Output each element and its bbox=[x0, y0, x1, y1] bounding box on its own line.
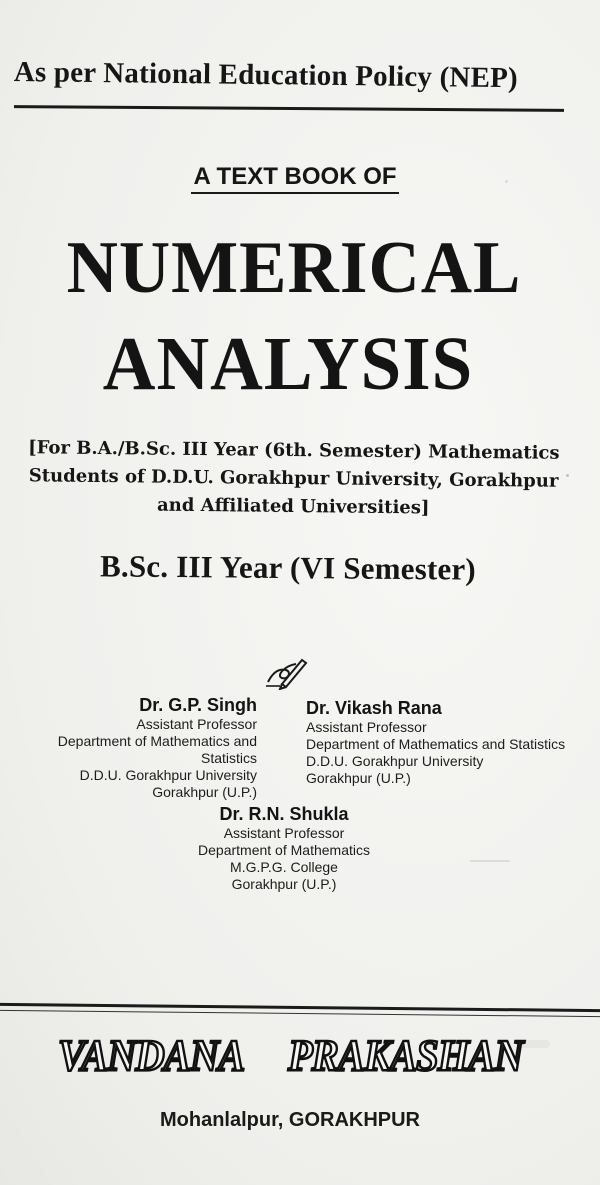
author-gp-singh bbox=[0, 694, 257, 801]
author-institution: D.D.U. Gorakhpur University bbox=[306, 753, 484, 769]
author-location: Gorakhpur (U.P.) bbox=[152, 784, 257, 800]
textbook-subtitle-text: A TEXT BOOK OF bbox=[191, 163, 398, 194]
author-designation: Assistant Professor bbox=[136, 716, 257, 732]
author-department: Department of Mathematics bbox=[198, 842, 370, 858]
author-name: Dr. G.P. Singh bbox=[139, 695, 257, 715]
author-designation: Assistant Professor bbox=[306, 719, 427, 735]
publisher-name-word1: VANDANA bbox=[58, 1031, 245, 1080]
publisher-logo bbox=[58, 1024, 538, 1094]
audience-line2: Students of D.D.U. Gorakhpur University, Gorakhpur bbox=[28, 465, 559, 492]
pen-writing-icon bbox=[262, 654, 308, 690]
author-location: Gorakhpur (U.P.) bbox=[231, 876, 337, 892]
audience-line3: and Affiliated Universities] bbox=[156, 494, 430, 519]
book-title-line2: ANALYSIS bbox=[102, 320, 474, 406]
publisher-address: Mohanlalpur, GORAKHPUR bbox=[159, 1109, 420, 1131]
author-vikash-rana bbox=[306, 697, 565, 787]
textbook-subtitle bbox=[0, 163, 600, 194]
author-department: Department of Mathematics and Statistics bbox=[57, 733, 257, 766]
author-designation: Assistant Professor bbox=[223, 825, 345, 841]
author-location: Gorakhpur (U.P.) bbox=[306, 770, 411, 786]
author-institution: M.G.P.G. College bbox=[230, 859, 338, 875]
nep-policy-heading: As per National Education Policy (NEP) bbox=[13, 56, 519, 95]
audience-description bbox=[13, 434, 574, 524]
author-institution: D.D.U. Gorakhpur University bbox=[79, 767, 257, 783]
audience-line1: [For B.A./B.Sc. III Year (6th. Semester) Mathematics bbox=[28, 437, 560, 464]
author-name: Dr. R.N. Shukla bbox=[219, 804, 349, 824]
publisher-name-word2: PRAKASHAN bbox=[288, 1031, 523, 1080]
book-title-line1: NUMERICAL bbox=[66, 227, 522, 309]
author-department: Department of Mathematics and Statistics bbox=[306, 736, 566, 752]
author-name: Dr. Vikash Rana bbox=[306, 698, 442, 718]
header-divider bbox=[14, 105, 564, 112]
author-rn-shukla bbox=[0, 803, 568, 893]
course-year: B.Sc. III Year (VI Semester) bbox=[99, 548, 477, 587]
